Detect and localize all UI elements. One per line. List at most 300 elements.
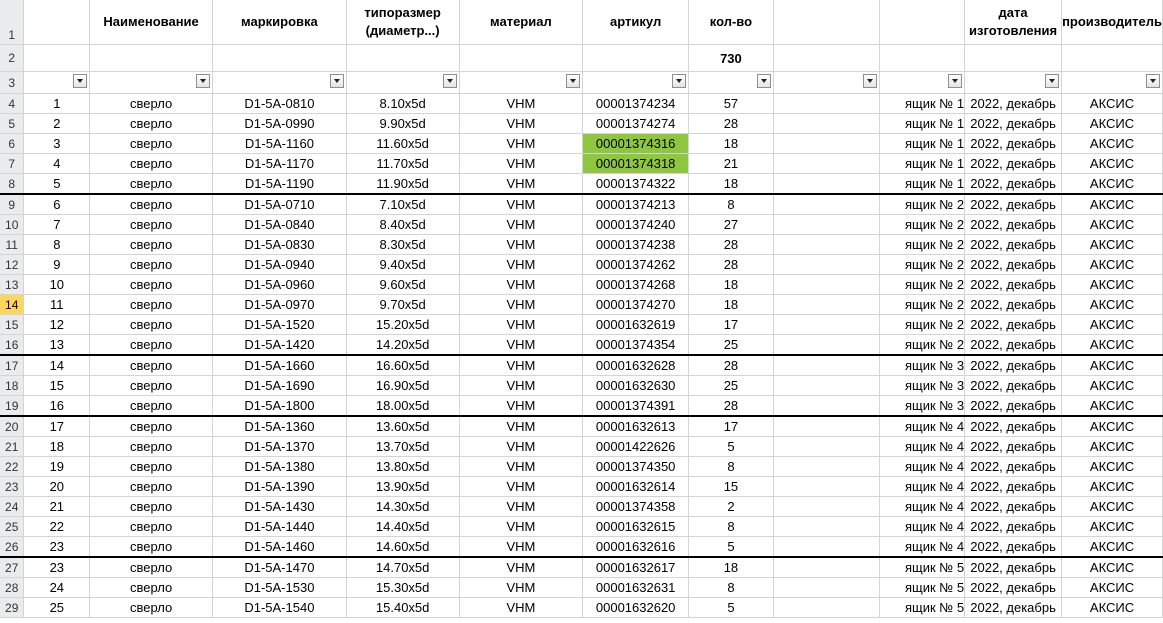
cell-size[interactable]: 16.90x5d xyxy=(346,376,459,396)
cell-num[interactable]: 21 xyxy=(24,497,90,517)
cell-maker[interactable]: АКСИС xyxy=(1062,355,1163,376)
row-header[interactable]: 29 xyxy=(0,598,24,618)
cell-maker[interactable]: АКСИС xyxy=(1062,416,1163,437)
cell-material[interactable]: VHM xyxy=(459,255,583,275)
row-header[interactable]: 24 xyxy=(0,497,24,517)
cell-empty[interactable] xyxy=(773,437,879,457)
cell-size[interactable]: 9.90x5d xyxy=(346,114,459,134)
cell-num[interactable]: 16 xyxy=(24,396,90,417)
cell-qty[interactable]: 28 xyxy=(689,235,774,255)
cell-date[interactable]: 2022, декабрь xyxy=(965,376,1062,396)
cell-empty[interactable] xyxy=(773,255,879,275)
cell-empty[interactable] xyxy=(773,194,879,215)
cell-empty[interactable] xyxy=(773,477,879,497)
cell-box[interactable]: ящик № 1 xyxy=(880,94,965,114)
cell-marking[interactable]: D1-5A-1440 xyxy=(213,517,347,537)
cell-size[interactable]: 15.40x5d xyxy=(346,598,459,618)
cell[interactable] xyxy=(346,45,459,72)
cell-qty[interactable]: 18 xyxy=(689,557,774,578)
cell-num[interactable]: 14 xyxy=(24,355,90,376)
cell-article[interactable]: 00001374240 xyxy=(583,215,689,235)
cell-qty[interactable]: 57 xyxy=(689,94,774,114)
cell-date[interactable]: 2022, декабрь xyxy=(965,335,1062,356)
cell-box[interactable]: ящик № 2 xyxy=(880,215,965,235)
cell-size[interactable]: 13.60x5d xyxy=(346,416,459,437)
cell-maker[interactable]: АКСИС xyxy=(1062,457,1163,477)
cell-name[interactable]: сверло xyxy=(90,537,213,558)
cell-qty[interactable]: 28 xyxy=(689,355,774,376)
header-article[interactable]: артикул xyxy=(583,0,689,45)
cell-maker[interactable]: АКСИС xyxy=(1062,194,1163,215)
cell-empty[interactable] xyxy=(773,517,879,537)
cell-box[interactable]: ящик № 2 xyxy=(880,235,965,255)
cell-size[interactable]: 14.70x5d xyxy=(346,557,459,578)
cell-article[interactable]: 00001374270 xyxy=(583,295,689,315)
row-header[interactable]: 16 xyxy=(0,335,24,356)
cell-box[interactable]: ящик № 4 xyxy=(880,537,965,558)
cell-size[interactable]: 14.30x5d xyxy=(346,497,459,517)
cell-marking[interactable]: D1-5A-1160 xyxy=(213,134,347,154)
cell-maker[interactable]: АКСИС xyxy=(1062,134,1163,154)
cell-article[interactable]: 00001632620 xyxy=(583,598,689,618)
cell-num[interactable]: 4 xyxy=(24,154,90,174)
cell-maker[interactable]: АКСИС xyxy=(1062,598,1163,618)
cell-box[interactable]: ящик № 1 xyxy=(880,114,965,134)
filter-cell[interactable] xyxy=(583,72,689,94)
cell-size[interactable]: 9.40x5d xyxy=(346,255,459,275)
cell-size[interactable]: 8.30x5d xyxy=(346,235,459,255)
cell-empty[interactable] xyxy=(773,154,879,174)
cell-qty[interactable]: 25 xyxy=(689,335,774,356)
cell-size[interactable]: 13.70x5d xyxy=(346,437,459,457)
cell-num[interactable]: 17 xyxy=(24,416,90,437)
cell-date[interactable]: 2022, декабрь xyxy=(965,134,1062,154)
cell-size[interactable]: 11.60x5d xyxy=(346,134,459,154)
cell-marking[interactable]: D1-5A-1470 xyxy=(213,557,347,578)
cell-date[interactable]: 2022, декабрь xyxy=(965,437,1062,457)
cell-num[interactable]: 1 xyxy=(24,94,90,114)
cell-name[interactable]: сверло xyxy=(90,416,213,437)
cell-date[interactable]: 2022, декабрь xyxy=(965,477,1062,497)
filter-cell[interactable] xyxy=(346,72,459,94)
cell-qty[interactable]: 18 xyxy=(689,295,774,315)
cell-qty[interactable]: 28 xyxy=(689,114,774,134)
cell-marking[interactable]: D1-5A-1420 xyxy=(213,335,347,356)
cell-qty[interactable]: 27 xyxy=(689,215,774,235)
cell-marking[interactable]: D1-5A-1190 xyxy=(213,174,347,195)
cell-name[interactable]: сверло xyxy=(90,194,213,215)
cell-material[interactable]: VHM xyxy=(459,275,583,295)
cell-material[interactable]: VHM xyxy=(459,315,583,335)
row-header[interactable]: 1 xyxy=(0,0,24,45)
cell-material[interactable]: VHM xyxy=(459,557,583,578)
cell[interactable] xyxy=(880,45,965,72)
cell-material[interactable]: VHM xyxy=(459,215,583,235)
cell-marking[interactable]: D1-5A-0970 xyxy=(213,295,347,315)
cell-marking[interactable]: D1-5A-1170 xyxy=(213,154,347,174)
cell-date[interactable]: 2022, декабрь xyxy=(965,94,1062,114)
row-header[interactable]: 7 xyxy=(0,154,24,174)
cell-article[interactable]: 00001374268 xyxy=(583,275,689,295)
row-header[interactable]: 2 xyxy=(0,45,24,72)
row-header[interactable]: 19 xyxy=(0,396,24,417)
filter-cell[interactable] xyxy=(24,72,90,94)
cell-box[interactable]: ящик № 2 xyxy=(880,295,965,315)
cell-marking[interactable]: D1-5A-0960 xyxy=(213,275,347,295)
cell-num[interactable]: 23 xyxy=(24,557,90,578)
cell-num[interactable]: 6 xyxy=(24,194,90,215)
header-date[interactable]: дата изготовления xyxy=(965,0,1062,45)
cell-marking[interactable]: D1-5A-0990 xyxy=(213,114,347,134)
filter-cell[interactable] xyxy=(880,72,965,94)
cell-empty[interactable] xyxy=(773,457,879,477)
cell-empty[interactable] xyxy=(773,315,879,335)
cell-qty[interactable]: 21 xyxy=(689,154,774,174)
cell-maker[interactable]: АКСИС xyxy=(1062,437,1163,457)
cell-size[interactable]: 11.70x5d xyxy=(346,154,459,174)
cell-date[interactable]: 2022, декабрь xyxy=(965,578,1062,598)
cell-num[interactable]: 24 xyxy=(24,578,90,598)
cell-num[interactable]: 5 xyxy=(24,174,90,195)
cell-marking[interactable]: D1-5A-1530 xyxy=(213,578,347,598)
cell-material[interactable]: VHM xyxy=(459,94,583,114)
header-num[interactable] xyxy=(24,0,90,45)
cell-article[interactable]: 00001374234 xyxy=(583,94,689,114)
cell-num[interactable]: 11 xyxy=(24,295,90,315)
cell-material[interactable]: VHM xyxy=(459,154,583,174)
cell-article[interactable]: 00001632615 xyxy=(583,517,689,537)
cell-num[interactable]: 23 xyxy=(24,537,90,558)
cell-marking[interactable]: D1-5A-1360 xyxy=(213,416,347,437)
cell-maker[interactable]: АКСИС xyxy=(1062,537,1163,558)
cell-material[interactable]: VHM xyxy=(459,295,583,315)
cell[interactable] xyxy=(1062,45,1163,72)
cell-date[interactable]: 2022, декабрь xyxy=(965,355,1062,376)
cell-maker[interactable]: АКСИС xyxy=(1062,114,1163,134)
cell-name[interactable]: сверло xyxy=(90,295,213,315)
cell-box[interactable]: ящик № 3 xyxy=(880,396,965,417)
cell-maker[interactable]: АКСИС xyxy=(1062,335,1163,356)
row-header[interactable]: 21 xyxy=(0,437,24,457)
cell-article[interactable]: 00001374213 xyxy=(583,194,689,215)
cell-num[interactable]: 19 xyxy=(24,457,90,477)
cell-num[interactable]: 12 xyxy=(24,315,90,335)
cell-name[interactable]: сверло xyxy=(90,598,213,618)
row-header[interactable]: 11 xyxy=(0,235,24,255)
cell-size[interactable]: 13.80x5d xyxy=(346,457,459,477)
cell-marking[interactable]: D1-5A-1800 xyxy=(213,396,347,417)
filter-dropdown-icon[interactable] xyxy=(566,74,580,88)
cell-article[interactable]: 00001374350 xyxy=(583,457,689,477)
cell[interactable] xyxy=(965,45,1062,72)
cell-num[interactable]: 3 xyxy=(24,134,90,154)
cell-marking[interactable]: D1-5A-0940 xyxy=(213,255,347,275)
cell-qty[interactable]: 18 xyxy=(689,275,774,295)
header-empty[interactable] xyxy=(773,0,879,45)
cell-empty[interactable] xyxy=(773,275,879,295)
cell-article[interactable]: 00001632631 xyxy=(583,578,689,598)
cell-article[interactable]: 00001374274 xyxy=(583,114,689,134)
cell-size[interactable]: 8.40x5d xyxy=(346,215,459,235)
cell-qty[interactable]: 17 xyxy=(689,315,774,335)
cell-article[interactable]: 00001374262 xyxy=(583,255,689,275)
filter-cell[interactable] xyxy=(773,72,879,94)
cell-name[interactable]: сверло xyxy=(90,517,213,537)
cell-size[interactable]: 9.60x5d xyxy=(346,275,459,295)
cell-size[interactable]: 11.90x5d xyxy=(346,174,459,195)
cell-box[interactable]: ящик № 4 xyxy=(880,477,965,497)
cell-name[interactable]: сверло xyxy=(90,335,213,356)
cell-date[interactable]: 2022, декабрь xyxy=(965,557,1062,578)
cell-empty[interactable] xyxy=(773,416,879,437)
cell-empty[interactable] xyxy=(773,335,879,356)
cell-marking[interactable]: D1-5A-1370 xyxy=(213,437,347,457)
cell-empty[interactable] xyxy=(773,376,879,396)
cell-size[interactable]: 14.60x5d xyxy=(346,537,459,558)
cell-article[interactable]: 00001632619 xyxy=(583,315,689,335)
filter-dropdown-icon[interactable] xyxy=(863,74,877,88)
header-qty[interactable]: кол-во xyxy=(689,0,774,45)
cell-size[interactable]: 7.10x5d xyxy=(346,194,459,215)
cell-empty[interactable] xyxy=(773,215,879,235)
cell-maker[interactable]: АКСИС xyxy=(1062,376,1163,396)
cell-article[interactable]: 00001374354 xyxy=(583,335,689,356)
cell-box[interactable]: ящик № 3 xyxy=(880,376,965,396)
filter-dropdown-icon[interactable] xyxy=(672,74,686,88)
cell-name[interactable]: сверло xyxy=(90,557,213,578)
filter-cell[interactable] xyxy=(459,72,583,94)
cell-size[interactable]: 14.20x5d xyxy=(346,335,459,356)
cell-qty[interactable]: 8 xyxy=(689,194,774,215)
cell-size[interactable]: 16.60x5d xyxy=(346,355,459,376)
cell-material[interactable]: VHM xyxy=(459,235,583,255)
filter-dropdown-icon[interactable] xyxy=(757,74,771,88)
cell-article[interactable]: 00001632628 xyxy=(583,355,689,376)
cell-empty[interactable] xyxy=(773,174,879,195)
cell-name[interactable]: сверло xyxy=(90,437,213,457)
cell-article[interactable]: 00001632613 xyxy=(583,416,689,437)
cell-name[interactable]: сверло xyxy=(90,154,213,174)
cell-box[interactable]: ящик № 1 xyxy=(880,174,965,195)
cell-date[interactable]: 2022, декабрь xyxy=(965,235,1062,255)
cell-qty[interactable]: 17 xyxy=(689,416,774,437)
cell-qty[interactable]: 15 xyxy=(689,477,774,497)
cell-marking[interactable]: D1-5A-1520 xyxy=(213,315,347,335)
cell-date[interactable]: 2022, декабрь xyxy=(965,215,1062,235)
cell-name[interactable]: сверло xyxy=(90,174,213,195)
cell-num[interactable]: 13 xyxy=(24,335,90,356)
filter-cell[interactable] xyxy=(965,72,1062,94)
cell-date[interactable]: 2022, декабрь xyxy=(965,194,1062,215)
cell-size[interactable]: 14.40x5d xyxy=(346,517,459,537)
cell-name[interactable]: сверло xyxy=(90,235,213,255)
cell-marking[interactable]: D1-5A-1540 xyxy=(213,598,347,618)
cell-qty[interactable]: 8 xyxy=(689,517,774,537)
filter-cell[interactable] xyxy=(689,72,774,94)
cell-marking[interactable]: D1-5A-1690 xyxy=(213,376,347,396)
cell-date[interactable]: 2022, декабрь xyxy=(965,537,1062,558)
cell-empty[interactable] xyxy=(773,497,879,517)
cell-material[interactable]: VHM xyxy=(459,134,583,154)
cell-empty[interactable] xyxy=(773,355,879,376)
cell-name[interactable]: сверло xyxy=(90,275,213,295)
cell-material[interactable]: VHM xyxy=(459,355,583,376)
row-header[interactable]: 14 xyxy=(0,295,24,315)
cell-empty[interactable] xyxy=(773,134,879,154)
cell-qty[interactable]: 28 xyxy=(689,255,774,275)
cell-material[interactable]: VHM xyxy=(459,416,583,437)
row-header[interactable]: 12 xyxy=(0,255,24,275)
cell-box[interactable]: ящик № 3 xyxy=(880,355,965,376)
header-material[interactable]: материал xyxy=(459,0,583,45)
cell-date[interactable]: 2022, декабрь xyxy=(965,154,1062,174)
cell-size[interactable]: 18.00x5d xyxy=(346,396,459,417)
cell-size[interactable]: 15.20x5d xyxy=(346,315,459,335)
cell-name[interactable]: сверло xyxy=(90,497,213,517)
cell-num[interactable]: 18 xyxy=(24,437,90,457)
cell-date[interactable]: 2022, декабрь xyxy=(965,517,1062,537)
filter-cell[interactable] xyxy=(90,72,213,94)
cell-name[interactable]: сверло xyxy=(90,477,213,497)
row-header[interactable]: 20 xyxy=(0,416,24,437)
cell-qty[interactable]: 18 xyxy=(689,134,774,154)
filter-cell[interactable] xyxy=(213,72,347,94)
cell-qty[interactable]: 5 xyxy=(689,437,774,457)
cell-box[interactable]: ящик № 4 xyxy=(880,517,965,537)
cell-article[interactable]: 00001632616 xyxy=(583,537,689,558)
cell-date[interactable]: 2022, декабрь xyxy=(965,598,1062,618)
cell-box[interactable]: ящик № 1 xyxy=(880,154,965,174)
cell-date[interactable]: 2022, декабрь xyxy=(965,255,1062,275)
cell-num[interactable]: 22 xyxy=(24,517,90,537)
cell-maker[interactable]: АКСИС xyxy=(1062,315,1163,335)
header-maker[interactable]: производитель xyxy=(1062,0,1163,45)
cell-maker[interactable]: АКСИС xyxy=(1062,174,1163,195)
cell-qty[interactable]: 5 xyxy=(689,537,774,558)
cell-num[interactable]: 25 xyxy=(24,598,90,618)
cell-material[interactable]: VHM xyxy=(459,457,583,477)
cell-date[interactable]: 2022, декабрь xyxy=(965,315,1062,335)
cell-box[interactable]: ящик № 4 xyxy=(880,437,965,457)
cell-empty[interactable] xyxy=(773,114,879,134)
cell-empty[interactable] xyxy=(773,295,879,315)
cell-box[interactable]: ящик № 2 xyxy=(880,255,965,275)
row-header[interactable]: 27 xyxy=(0,557,24,578)
cell-maker[interactable]: АКСИС xyxy=(1062,255,1163,275)
cell-marking[interactable]: D1-5A-1460 xyxy=(213,537,347,558)
row-header[interactable]: 28 xyxy=(0,578,24,598)
cell-maker[interactable]: АКСИС xyxy=(1062,578,1163,598)
row-header[interactable]: 6 xyxy=(0,134,24,154)
cell-material[interactable]: VHM xyxy=(459,537,583,558)
cell-qty[interactable]: 18 xyxy=(689,174,774,195)
cell-size[interactable]: 15.30x5d xyxy=(346,578,459,598)
cell-date[interactable]: 2022, декабрь xyxy=(965,396,1062,417)
cell-box[interactable]: ящик № 4 xyxy=(880,497,965,517)
filter-dropdown-icon[interactable] xyxy=(330,74,344,88)
cell-name[interactable]: сверло xyxy=(90,134,213,154)
row-header[interactable]: 18 xyxy=(0,376,24,396)
cell-box[interactable]: ящик № 2 xyxy=(880,335,965,356)
cell-name[interactable]: сверло xyxy=(90,255,213,275)
cell-name[interactable]: сверло xyxy=(90,457,213,477)
cell[interactable] xyxy=(90,45,213,72)
cell-maker[interactable]: АКСИС xyxy=(1062,94,1163,114)
cell-box[interactable]: ящик № 2 xyxy=(880,275,965,295)
cell-num[interactable]: 20 xyxy=(24,477,90,497)
cell-num[interactable]: 15 xyxy=(24,376,90,396)
cell-marking[interactable]: D1-5A-0810 xyxy=(213,94,347,114)
cell-marking[interactable]: D1-5A-1660 xyxy=(213,355,347,376)
cell-material[interactable]: VHM xyxy=(459,114,583,134)
cell[interactable] xyxy=(24,45,90,72)
cell-article[interactable]: 00001632630 xyxy=(583,376,689,396)
cell-marking[interactable]: D1-5A-0710 xyxy=(213,194,347,215)
cell-material[interactable]: VHM xyxy=(459,517,583,537)
row-header[interactable]: 26 xyxy=(0,537,24,558)
row-header[interactable]: 10 xyxy=(0,215,24,235)
cell-maker[interactable]: АКСИС xyxy=(1062,557,1163,578)
cell-maker[interactable]: АКСИС xyxy=(1062,497,1163,517)
cell-material[interactable]: VHM xyxy=(459,578,583,598)
row-header[interactable]: 5 xyxy=(0,114,24,134)
row-header[interactable]: 23 xyxy=(0,477,24,497)
cell-qty[interactable]: 2 xyxy=(689,497,774,517)
cell-qty[interactable]: 5 xyxy=(689,598,774,618)
cell-article[interactable]: 00001374238 xyxy=(583,235,689,255)
cell-num[interactable]: 8 xyxy=(24,235,90,255)
cell-marking[interactable]: D1-5A-1390 xyxy=(213,477,347,497)
cell-empty[interactable] xyxy=(773,537,879,558)
cell-article[interactable]: 00001374358 xyxy=(583,497,689,517)
filter-dropdown-icon[interactable] xyxy=(196,74,210,88)
cell-material[interactable]: VHM xyxy=(459,335,583,356)
cell-name[interactable]: сверло xyxy=(90,578,213,598)
cell-empty[interactable] xyxy=(773,557,879,578)
cell-maker[interactable]: АКСИС xyxy=(1062,396,1163,417)
cell-num[interactable]: 10 xyxy=(24,275,90,295)
cell-empty[interactable] xyxy=(773,396,879,417)
cell-num[interactable]: 9 xyxy=(24,255,90,275)
cell-marking[interactable]: D1-5A-0830 xyxy=(213,235,347,255)
cell-article[interactable]: 00001374316 xyxy=(583,134,689,154)
cell-date[interactable]: 2022, декабрь xyxy=(965,174,1062,195)
cell-maker[interactable]: АКСИС xyxy=(1062,235,1163,255)
cell-box[interactable]: ящик № 4 xyxy=(880,457,965,477)
cell[interactable] xyxy=(773,45,879,72)
cell-maker[interactable]: АКСИС xyxy=(1062,295,1163,315)
cell-article[interactable]: 00001374322 xyxy=(583,174,689,195)
cell-maker[interactable]: АКСИС xyxy=(1062,477,1163,497)
cell-date[interactable]: 2022, декабрь xyxy=(965,295,1062,315)
cell-name[interactable]: сверло xyxy=(90,376,213,396)
cell-box[interactable]: ящик № 5 xyxy=(880,557,965,578)
filter-cell[interactable] xyxy=(1062,72,1163,94)
header-marking[interactable]: маркировка xyxy=(213,0,347,45)
filter-dropdown-icon[interactable] xyxy=(948,74,962,88)
row-header[interactable]: 9 xyxy=(0,194,24,215)
cell-empty[interactable] xyxy=(773,235,879,255)
cell-qty[interactable]: 8 xyxy=(689,457,774,477)
filter-dropdown-icon[interactable] xyxy=(1146,74,1160,88)
cell-date[interactable]: 2022, декабрь xyxy=(965,497,1062,517)
cell-date[interactable]: 2022, декабрь xyxy=(965,275,1062,295)
cell-article[interactable]: 00001632617 xyxy=(583,557,689,578)
cell-material[interactable]: VHM xyxy=(459,174,583,195)
row-header[interactable]: 25 xyxy=(0,517,24,537)
filter-dropdown-icon[interactable] xyxy=(443,74,457,88)
cell-marking[interactable]: D1-5A-1380 xyxy=(213,457,347,477)
